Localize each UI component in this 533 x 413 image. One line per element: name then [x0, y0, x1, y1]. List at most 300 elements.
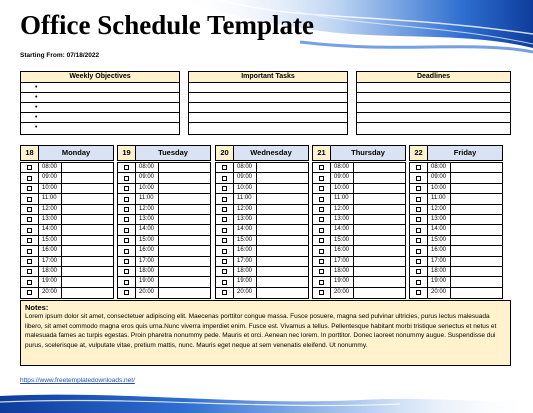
bullet: •: [35, 124, 38, 131]
timeslot-entry[interactable]: [159, 173, 210, 182]
timeslot-checkbox[interactable]: [416, 269, 421, 274]
timeslot-checkbox[interactable]: [416, 249, 421, 254]
timeslot-time: 17:00: [136, 257, 159, 266]
checkbox-cell: [313, 163, 331, 172]
timeslot-entry[interactable]: [354, 288, 405, 298]
timeslot-entry[interactable]: [62, 173, 113, 182]
timeslot-checkbox[interactable]: [222, 197, 227, 202]
timeslot-entry[interactable]: [354, 277, 405, 286]
important-tasks-header: Important Tasks: [188, 71, 348, 83]
timeslot-time: 12:00: [428, 205, 451, 214]
timeslot-checkbox[interactable]: [319, 269, 324, 274]
timeslot-entry[interactable]: [159, 215, 210, 224]
important-tasks-box: [188, 82, 348, 135]
checkbox-cell: [313, 225, 331, 234]
timeslot-entry[interactable]: [354, 173, 405, 182]
checkbox-cell: [410, 257, 428, 266]
day-timeslots: [117, 162, 211, 299]
timeslot-row: [216, 225, 308, 235]
timeslot-row: [118, 246, 210, 256]
timeslot-checkbox[interactable]: [222, 165, 227, 170]
timeslot-entry[interactable]: [159, 288, 210, 298]
timeslot-row: [118, 184, 210, 194]
timeslot-row: [313, 163, 405, 173]
timeslot-row: [21, 225, 113, 235]
timeslot-entry[interactable]: [159, 225, 210, 234]
timeslot-row: [118, 215, 210, 225]
checkbox-cell: [21, 277, 39, 286]
timeslot-time: 14:00: [234, 225, 257, 234]
timeslot-row: [21, 173, 113, 183]
timeslot-checkbox[interactable]: [416, 217, 421, 222]
timeslot-entry[interactable]: [257, 267, 308, 276]
timeslot-time: 16:00: [39, 246, 62, 255]
timeslot-checkbox[interactable]: [416, 197, 421, 202]
timeslot-checkbox[interactable]: [124, 269, 129, 274]
timeslot-entry[interactable]: [257, 194, 308, 203]
timeslot-checkbox[interactable]: [222, 207, 227, 212]
timeslot-entry[interactable]: [354, 236, 405, 245]
timeslot-checkbox[interactable]: [27, 176, 32, 181]
timeslot-time: 16:00: [428, 246, 451, 255]
timeslot-row: [21, 267, 113, 277]
timeslot-entry[interactable]: [257, 288, 308, 298]
timeslot-time: 12:00: [331, 205, 354, 214]
timeslot-row: [313, 267, 405, 277]
timeslot-checkbox[interactable]: [27, 165, 32, 170]
timeslot-time: 20:00: [331, 288, 354, 298]
timeslot-checkbox[interactable]: [27, 207, 32, 212]
timeslot-checkbox[interactable]: [222, 290, 227, 295]
timeslot-entry[interactable]: [354, 184, 405, 193]
checkbox-cell: [21, 225, 39, 234]
timeslot-time: 16:00: [234, 246, 257, 255]
checkbox-cell: [21, 173, 39, 182]
checkbox-cell: [216, 205, 234, 214]
day-number: 22: [410, 146, 428, 160]
timeslot-checkbox[interactable]: [222, 280, 227, 285]
timeslot-entry[interactable]: [62, 257, 113, 266]
bullet: •: [35, 114, 38, 121]
timeslot-entry[interactable]: [257, 163, 308, 172]
timeslot-checkbox[interactable]: [124, 228, 129, 233]
timeslot-checkbox[interactable]: [27, 238, 32, 243]
deadlines-header: Deadlines: [356, 71, 511, 83]
timeslot-checkbox[interactable]: [319, 259, 324, 264]
timeslot-checkbox[interactable]: [319, 176, 324, 181]
timeslot-time: 13:00: [234, 215, 257, 224]
checkbox-cell: [118, 205, 136, 214]
timeslot-time: 15:00: [428, 236, 451, 245]
checkbox-cell: [410, 267, 428, 276]
timeslot-time: 09:00: [428, 173, 451, 182]
timeslot-row: [410, 236, 502, 246]
timeslot-entry[interactable]: [451, 277, 502, 286]
timeslot-time: 20:00: [39, 288, 62, 298]
timeslot-checkbox[interactable]: [319, 249, 324, 254]
timeslot-row: [313, 257, 405, 267]
timeslot-checkbox[interactable]: [124, 176, 129, 181]
timeslot-entry[interactable]: [451, 267, 502, 276]
timeslot-entry[interactable]: [62, 194, 113, 203]
timeslot-checkbox[interactable]: [416, 259, 421, 264]
deadline-line-3[interactable]: [357, 103, 510, 113]
timeslot-entry[interactable]: [159, 163, 210, 172]
timeslot-row: [313, 246, 405, 256]
objective-line-4[interactable]: [21, 113, 179, 123]
timeslot-checkbox[interactable]: [319, 165, 324, 170]
timeslot-checkbox[interactable]: [27, 280, 32, 285]
checkbox-cell: [216, 257, 234, 266]
checkbox-cell: [216, 236, 234, 245]
timeslot-checkbox[interactable]: [27, 259, 32, 264]
deadline-line-1[interactable]: [357, 83, 510, 93]
timeslot-checkbox[interactable]: [222, 238, 227, 243]
timeslot-checkbox[interactable]: [416, 186, 421, 191]
timeslot-entry[interactable]: [159, 205, 210, 214]
checkbox-cell: [313, 236, 331, 245]
objective-line-5[interactable]: [21, 123, 179, 133]
day-number: 21: [313, 146, 331, 160]
timeslot-checkbox[interactable]: [319, 238, 324, 243]
day-header: [20, 145, 114, 161]
timeslot-row: [410, 184, 502, 194]
timeslot-time: 09:00: [136, 173, 159, 182]
timeslot-time: 08:00: [234, 163, 257, 172]
timeslot-entry[interactable]: [451, 215, 502, 224]
timeslot-entry[interactable]: [62, 277, 113, 286]
timeslot-entry[interactable]: [451, 173, 502, 182]
checkbox-cell: [21, 194, 39, 203]
page-title: Office Schedule Template: [20, 10, 314, 40]
bullet: •: [35, 84, 38, 91]
timeslot-time: 20:00: [428, 288, 451, 298]
checkbox-cell: [410, 288, 428, 298]
timeslot-checkbox[interactable]: [222, 186, 227, 191]
timeslot-time: 10:00: [331, 184, 354, 193]
timeslot-time: 13:00: [39, 215, 62, 224]
timeslot-row: [21, 163, 113, 173]
timeslot-checkbox[interactable]: [222, 228, 227, 233]
timeslot-row: [313, 205, 405, 215]
timeslot-row: [216, 267, 308, 277]
timeslot-row: [216, 194, 308, 204]
timeslot-time: 13:00: [136, 215, 159, 224]
checkbox-cell: [216, 163, 234, 172]
timeslot-entry[interactable]: [354, 257, 405, 266]
timeslot-checkbox[interactable]: [319, 197, 324, 202]
timeslot-checkbox[interactable]: [222, 269, 227, 274]
timeslot-time: 12:00: [39, 205, 62, 214]
timeslot-checkbox[interactable]: [319, 280, 324, 285]
checkbox-cell: [21, 267, 39, 276]
timeslot-entry[interactable]: [354, 225, 405, 234]
timeslot-time: 20:00: [136, 288, 159, 298]
checkbox-cell: [21, 205, 39, 214]
checkbox-cell: [21, 184, 39, 193]
timeslot-checkbox[interactable]: [27, 249, 32, 254]
objective-line-3[interactable]: [21, 103, 179, 113]
checkbox-cell: [410, 215, 428, 224]
timeslot-time: 14:00: [331, 225, 354, 234]
timeslot-time: 15:00: [234, 236, 257, 245]
timeslot-time: 19:00: [39, 277, 62, 286]
timeslot-entry[interactable]: [159, 277, 210, 286]
task-line-4[interactable]: [189, 113, 347, 123]
timeslot-entry[interactable]: [257, 257, 308, 266]
timeslot-row: [21, 257, 113, 267]
day-name: Thursday: [331, 146, 405, 160]
timeslot-checkbox[interactable]: [27, 197, 32, 202]
timeslot-time: 17:00: [428, 257, 451, 266]
checkbox-cell: [216, 267, 234, 276]
timeslot-checkbox[interactable]: [27, 290, 32, 295]
timeslot-row: [410, 215, 502, 225]
checkbox-cell: [313, 205, 331, 214]
timeslot-row: [118, 225, 210, 235]
timeslot-row: [216, 184, 308, 194]
timeslot-entry[interactable]: [354, 215, 405, 224]
timeslot-entry[interactable]: [62, 225, 113, 234]
timeslot-entry[interactable]: [257, 215, 308, 224]
task-line-5[interactable]: [189, 123, 347, 133]
timeslot-entry[interactable]: [451, 225, 502, 234]
timeslot-entry[interactable]: [62, 163, 113, 172]
timeslot-checkbox[interactable]: [222, 217, 227, 222]
checkbox-cell: [118, 194, 136, 203]
timeslot-checkbox[interactable]: [416, 280, 421, 285]
day-name: Monday: [39, 146, 113, 160]
timeslot-checkbox[interactable]: [27, 228, 32, 233]
timeslot-entry[interactable]: [354, 163, 405, 172]
timeslot-entry[interactable]: [257, 205, 308, 214]
timeslot-checkbox[interactable]: [222, 249, 227, 254]
checkbox-cell: [313, 194, 331, 203]
checkbox-cell: [118, 225, 136, 234]
timeslot-row: [410, 205, 502, 215]
timeslot-row: [118, 163, 210, 173]
timeslot-checkbox[interactable]: [124, 290, 129, 295]
checkbox-cell: [216, 215, 234, 224]
timeslot-entry[interactable]: [257, 277, 308, 286]
checkbox-cell: [216, 246, 234, 255]
timeslot-entry[interactable]: [257, 246, 308, 255]
timeslot-time: 10:00: [136, 184, 159, 193]
timeslot-time: 09:00: [331, 173, 354, 182]
task-line-1[interactable]: [189, 83, 347, 93]
timeslot-checkbox[interactable]: [124, 207, 129, 212]
timeslot-checkbox[interactable]: [319, 207, 324, 212]
checkbox-cell: [410, 173, 428, 182]
timeslot-entry[interactable]: [159, 257, 210, 266]
timeslot-entry[interactable]: [354, 194, 405, 203]
checkbox-cell: [118, 184, 136, 193]
timeslot-checkbox[interactable]: [416, 207, 421, 212]
timeslot-checkbox[interactable]: [222, 259, 227, 264]
footer-link[interactable]: https://www.freetemplatedownloads.net/: [20, 377, 135, 384]
timeslot-entry[interactable]: [257, 236, 308, 245]
timeslot-row: [410, 173, 502, 183]
timeslot-time: 11:00: [136, 194, 159, 203]
timeslot-entry[interactable]: [62, 184, 113, 193]
timeslot-checkbox[interactable]: [416, 238, 421, 243]
timeslot-time: 18:00: [331, 267, 354, 276]
starting-date: Starting From: 07/18/2022: [20, 52, 100, 59]
checkbox-cell: [21, 236, 39, 245]
timeslot-entry[interactable]: [257, 184, 308, 193]
timeslot-time: 17:00: [39, 257, 62, 266]
timeslot-time: 14:00: [136, 225, 159, 234]
timeslot-checkbox[interactable]: [416, 176, 421, 181]
timeslot-entry[interactable]: [354, 205, 405, 214]
checkbox-cell: [216, 173, 234, 182]
timeslot-row: [21, 288, 113, 298]
timeslot-entry[interactable]: [159, 267, 210, 276]
timeslot-entry[interactable]: [451, 236, 502, 245]
deadline-line-5[interactable]: [357, 123, 510, 133]
timeslot-checkbox[interactable]: [27, 217, 32, 222]
timeslot-row: [216, 173, 308, 183]
timeslot-time: 19:00: [428, 277, 451, 286]
timeslot-checkbox[interactable]: [416, 165, 421, 170]
timeslot-checkbox[interactable]: [124, 217, 129, 222]
timeslot-row: [118, 257, 210, 267]
timeslot-checkbox[interactable]: [416, 290, 421, 295]
task-line-2[interactable]: [189, 93, 347, 103]
timeslot-checkbox[interactable]: [319, 290, 324, 295]
checkbox-cell: [118, 215, 136, 224]
timeslot-row: [410, 225, 502, 235]
day-timeslots: [20, 162, 114, 299]
timeslot-entry[interactable]: [354, 267, 405, 276]
bullet: •: [35, 104, 38, 111]
deadline-line-4[interactable]: [357, 113, 510, 123]
timeslot-entry[interactable]: [62, 246, 113, 255]
checkbox-cell: [118, 163, 136, 172]
checkbox-cell: [216, 184, 234, 193]
timeslot-checkbox[interactable]: [124, 197, 129, 202]
timeslot-row: [21, 277, 113, 287]
day-timeslots: [409, 162, 503, 299]
timeslot-row: [410, 163, 502, 173]
timeslot-checkbox[interactable]: [124, 249, 129, 254]
notes-label: Notes:: [25, 303, 49, 312]
timeslot-entry[interactable]: [257, 173, 308, 182]
timeslot-row: [216, 236, 308, 246]
timeslot-checkbox[interactable]: [319, 228, 324, 233]
checkbox-cell: [410, 205, 428, 214]
timeslot-row: [313, 236, 405, 246]
timeslot-entry[interactable]: [451, 205, 502, 214]
timeslot-entry[interactable]: [451, 288, 502, 298]
timeslot-entry[interactable]: [62, 205, 113, 214]
timeslot-checkbox[interactable]: [124, 259, 129, 264]
timeslot-checkbox[interactable]: [124, 238, 129, 243]
timeslot-row: [21, 184, 113, 194]
timeslot-row: [410, 267, 502, 277]
deadline-line-2[interactable]: [357, 93, 510, 103]
timeslot-checkbox[interactable]: [27, 269, 32, 274]
checkbox-cell: [21, 288, 39, 298]
timeslot-row: [410, 277, 502, 287]
checkbox-cell: [118, 277, 136, 286]
timeslot-checkbox[interactable]: [319, 186, 324, 191]
timeslot-entry[interactable]: [159, 184, 210, 193]
timeslot-time: 16:00: [136, 246, 159, 255]
timeslot-entry[interactable]: [451, 184, 502, 193]
timeslot-entry[interactable]: [159, 194, 210, 203]
timeslot-time: 10:00: [39, 184, 62, 193]
timeslot-time: 08:00: [39, 163, 62, 172]
objective-line-1[interactable]: [21, 83, 179, 93]
timeslot-entry[interactable]: [354, 246, 405, 255]
timeslot-entry[interactable]: [451, 194, 502, 203]
timeslot-entry[interactable]: [257, 225, 308, 234]
day-name: Wednesday: [234, 146, 308, 160]
checkbox-cell: [313, 277, 331, 286]
timeslot-time: 11:00: [234, 194, 257, 203]
timeslot-time: 19:00: [331, 277, 354, 286]
checkbox-cell: [410, 194, 428, 203]
timeslot-checkbox[interactable]: [124, 280, 129, 285]
timeslot-row: [313, 277, 405, 287]
day-number: 19: [118, 146, 136, 160]
timeslot-row: [410, 246, 502, 256]
checkbox-cell: [216, 277, 234, 286]
timeslot-checkbox[interactable]: [319, 217, 324, 222]
timeslot-row: [313, 225, 405, 235]
notes-box: [20, 300, 511, 366]
checkbox-cell: [313, 257, 331, 266]
objective-line-2[interactable]: [21, 93, 179, 103]
timeslot-entry[interactable]: [62, 215, 113, 224]
timeslot-entry[interactable]: [159, 246, 210, 255]
timeslot-time: 11:00: [331, 194, 354, 203]
timeslot-time: 18:00: [428, 267, 451, 276]
checkbox-cell: [21, 215, 39, 224]
timeslot-row: [313, 184, 405, 194]
checkbox-cell: [21, 246, 39, 255]
checkbox-cell: [216, 225, 234, 234]
timeslot-checkbox[interactable]: [124, 165, 129, 170]
timeslot-entry[interactable]: [451, 257, 502, 266]
timeslot-checkbox[interactable]: [416, 228, 421, 233]
timeslot-time: 19:00: [234, 277, 257, 286]
timeslot-row: [216, 205, 308, 215]
day-header: [409, 145, 503, 161]
timeslot-row: [118, 277, 210, 287]
timeslot-checkbox[interactable]: [222, 176, 227, 181]
timeslot-entry[interactable]: [451, 163, 502, 172]
timeslot-time: 19:00: [136, 277, 159, 286]
timeslot-time: 17:00: [234, 257, 257, 266]
timeslot-entry[interactable]: [159, 236, 210, 245]
day-name: Friday: [428, 146, 502, 160]
timeslot-entry[interactable]: [62, 267, 113, 276]
timeslot-checkbox[interactable]: [124, 186, 129, 191]
timeslot-time: 18:00: [39, 267, 62, 276]
checkbox-cell: [216, 288, 234, 298]
task-line-3[interactable]: [189, 103, 347, 113]
timeslot-row: [118, 194, 210, 204]
timeslot-entry[interactable]: [451, 246, 502, 255]
deadlines-box: [356, 82, 511, 135]
timeslot-entry[interactable]: [62, 236, 113, 245]
timeslot-checkbox[interactable]: [27, 186, 32, 191]
timeslot-row: [21, 215, 113, 225]
timeslot-entry[interactable]: [62, 288, 113, 298]
timeslot-time: 09:00: [234, 173, 257, 182]
